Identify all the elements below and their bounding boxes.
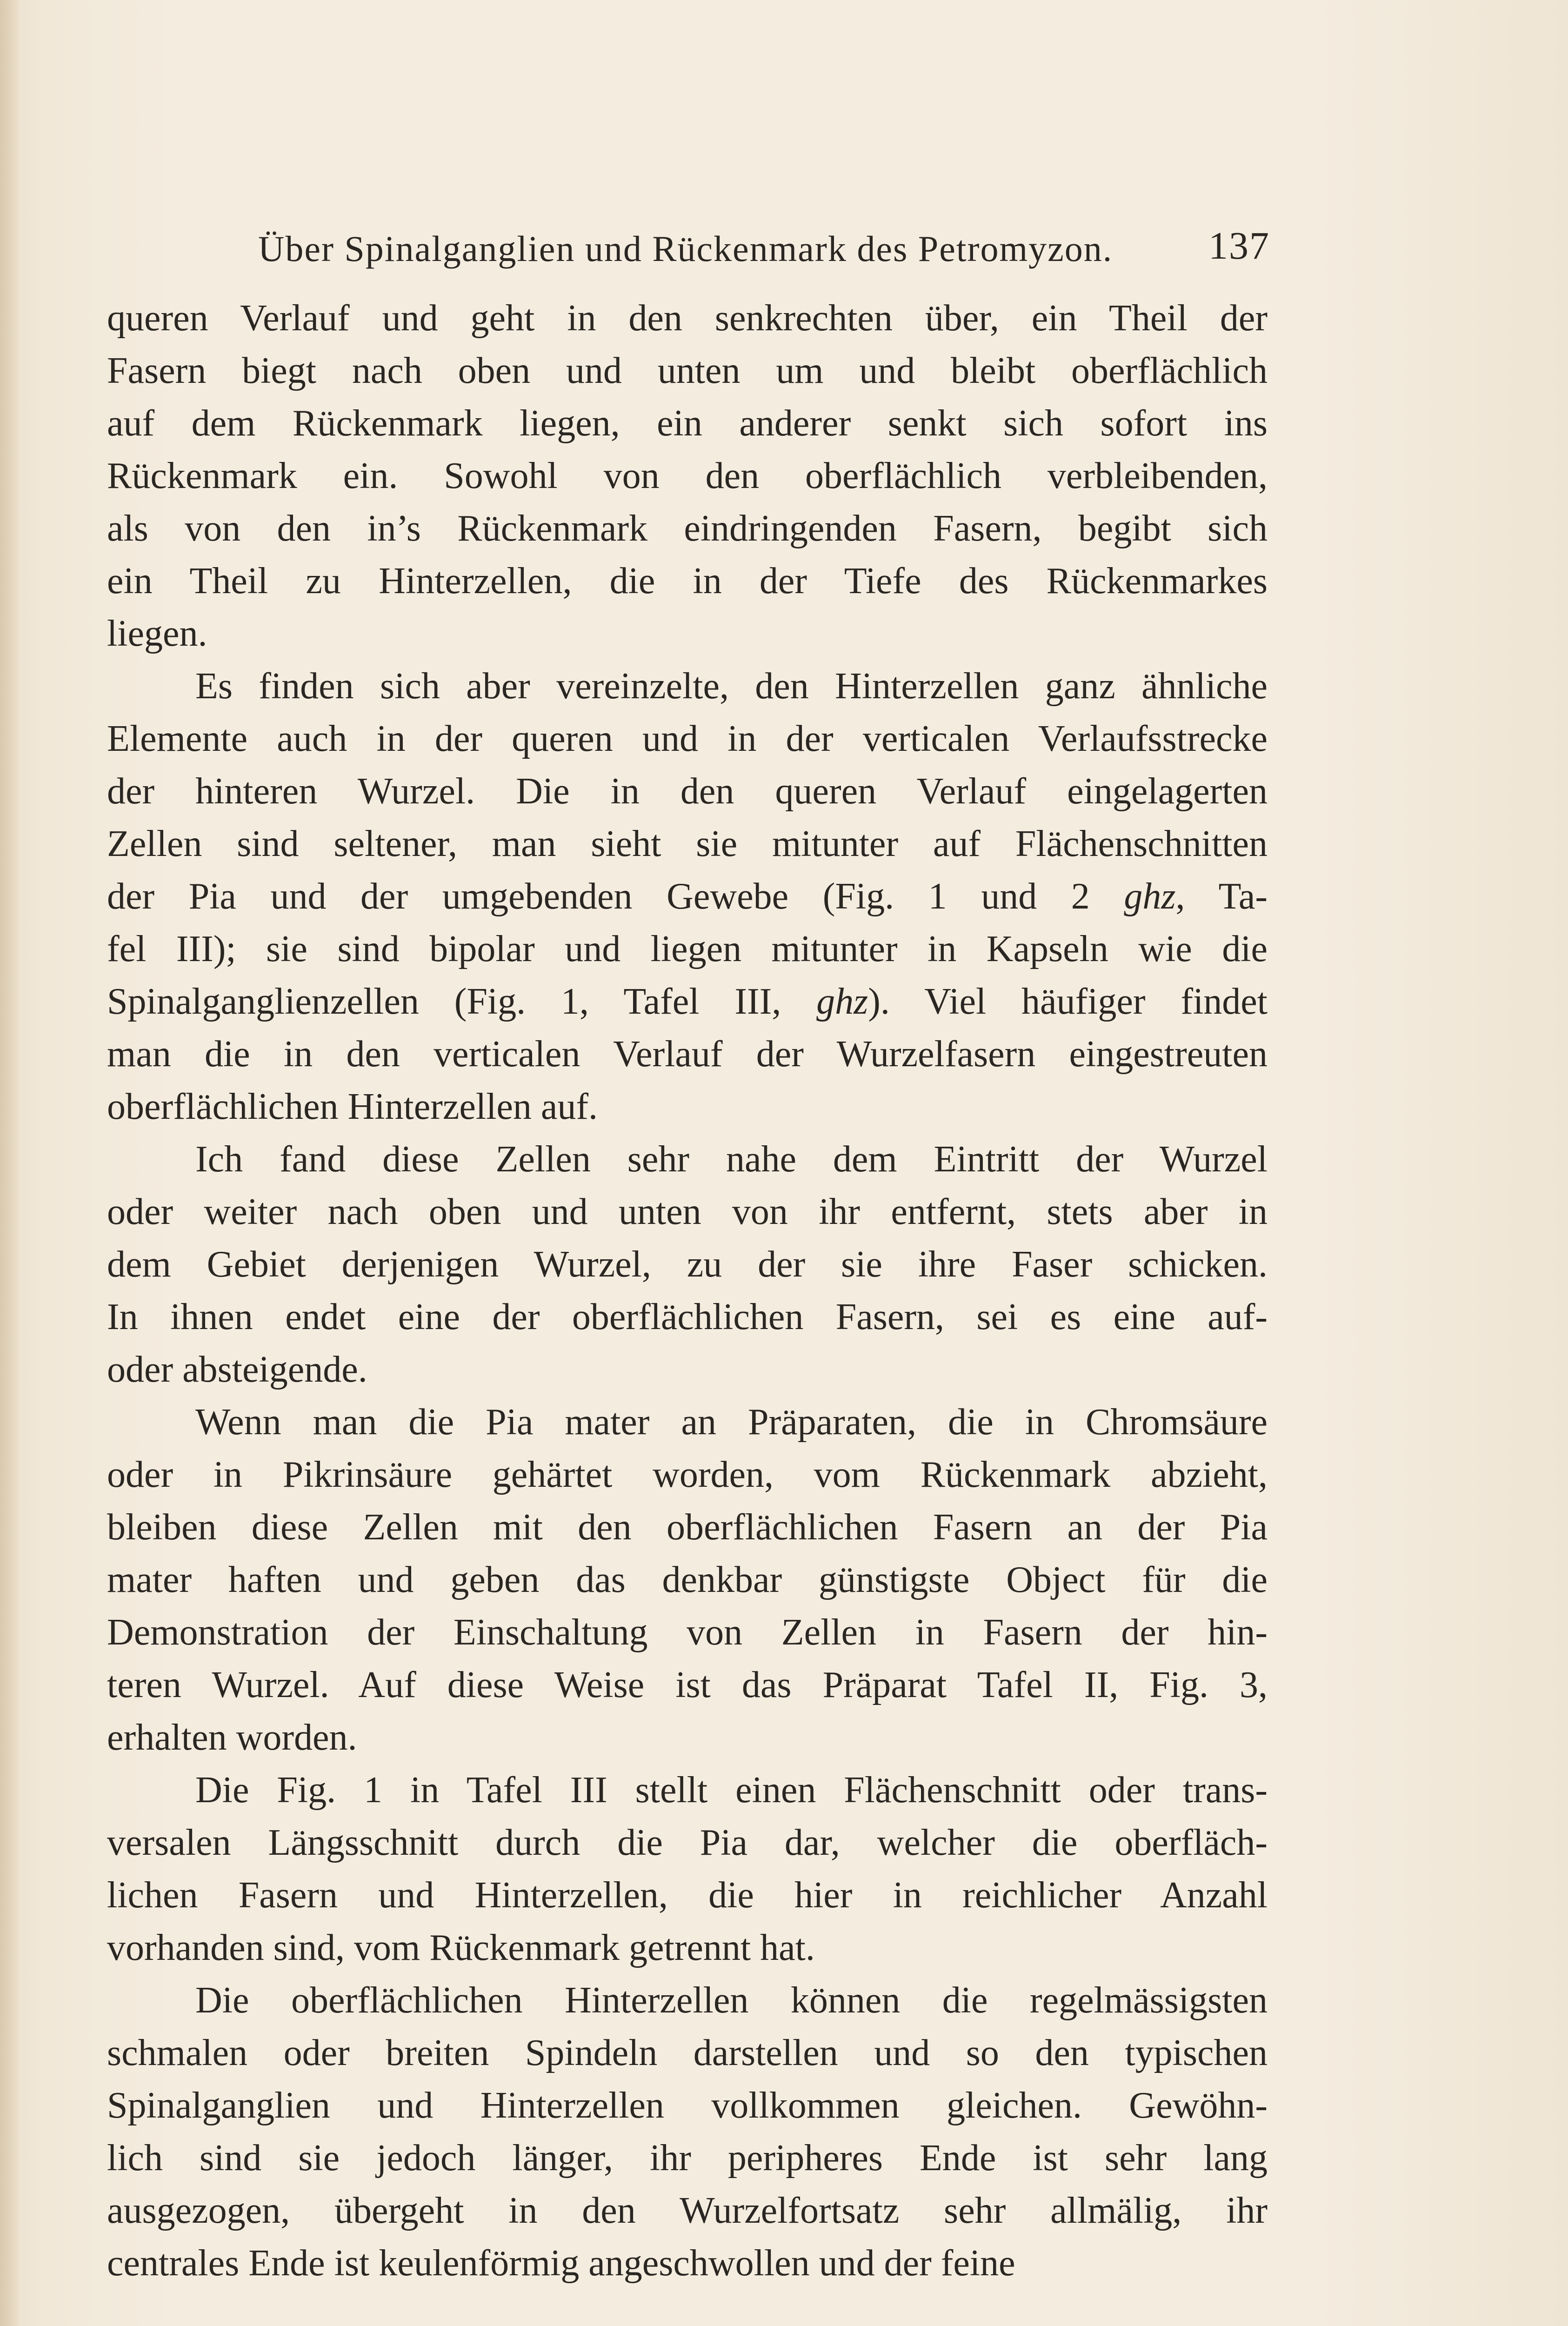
body-text <box>107 292 1268 2290</box>
text-line: Spinalganglien und Hinterzellen vollkommen gleichen. Gewöhn- <box>107 2085 1268 2126</box>
text-line: Spinalganglienzellen (Fig. 1, Tafel III, ghz). Viel häufiger findet <box>107 981 1268 1022</box>
text-line: vorhanden sind, vom Rückenmark getrennt hat. <box>107 1927 815 1968</box>
text-line: liegen. <box>107 613 207 654</box>
text-line: Demonstration der Einschaltung von Zellen in Fasern der hin- <box>107 1612 1268 1653</box>
text-line: der hinteren Wurzel. Die in den queren Verlauf eingelagerten <box>107 771 1268 812</box>
text-line: dem Gebiet derjenigen Wurzel, zu der sie ihre Faser schicken. <box>107 1244 1268 1285</box>
text-line: schmalen oder breiten Spindeln darstellen und so den typischen <box>107 2032 1268 2073</box>
text-line: oberflächlichen Hinterzellen auf. <box>107 1086 598 1127</box>
text-line: mater haften und geben das denkbar günstigste Object für die <box>107 1559 1268 1600</box>
text-line: der Pia und der umgebenden Gewebe (Fig. 1 und 2 ghz, Ta- <box>107 876 1268 917</box>
paragraph <box>107 1133 1268 1396</box>
text-line: erhalten worden. <box>107 1717 357 1758</box>
paragraph <box>107 1764 1268 1974</box>
text-line: bleiben diese Zellen mit den oberflächlichen Fasern an der Pia <box>107 1507 1268 1548</box>
text-line: Rückenmark ein. Sowohl von den oberflächlich verbleibenden, <box>107 455 1268 496</box>
text-line: queren Verlauf und geht in den senkrechten über, ein Theil der <box>107 298 1268 339</box>
text-line: oder in Pikrinsäure gehärtet worden, vom Rückenmark abzieht, <box>107 1454 1268 1495</box>
paragraph <box>107 1396 1268 1764</box>
figure-label: ghz <box>816 981 868 1022</box>
figure-label: ghz <box>1124 876 1176 917</box>
text-line: ausgezogen, übergeht in den Wurzelfortsatz sehr allmälig, ihr <box>107 2190 1268 2231</box>
text-line: Die Fig. 1 in Tafel III stellt einen Flächenschnitt oder trans- <box>195 1770 1268 1811</box>
text-line: teren Wurzel. Auf diese Weise ist das Präparat Tafel II, Fig. 3, <box>107 1664 1268 1705</box>
text-line: man die in den verticalen Verlauf der Wurzelfasern eingestreuten <box>107 1034 1268 1075</box>
text-line: Zellen sind seltener, man sieht sie mitunter auf Flächenschnitten <box>107 823 1268 864</box>
page-number: 137 <box>1208 224 1270 267</box>
text-line: lich sind sie jedoch länger, ihr peripheres Ende ist sehr lang <box>107 2138 1268 2179</box>
paragraph <box>107 1974 1268 2290</box>
text-line: In ihnen endet eine der oberflächlichen Fasern, sei es eine auf- <box>107 1297 1268 1337</box>
paragraph <box>107 660 1268 1133</box>
text-line: ein Theil zu Hinterzellen, die in der Tiefe des Rückenmarkes <box>107 561 1268 602</box>
text-line: Elemente auch in der queren und in der verticalen Verlaufsstrecke <box>107 718 1268 759</box>
running-head <box>107 219 1270 274</box>
text-line: auf dem Rückenmark liegen, ein anderer senkt sich sofort ins <box>107 403 1268 444</box>
text-line: oder weiter nach oben und unten von ihr entfernt, stets aber in <box>107 1191 1268 1232</box>
text-line: als von den in’s Rückenmark eindringenden Fasern, begibt sich <box>107 508 1268 549</box>
text-line: Wenn man die Pia mater an Präparaten, die in Chromsäure <box>195 1402 1268 1443</box>
running-head-title: Über Spinalganglien und Rückenmark des Petromyzon. <box>258 228 1113 269</box>
text-line: centrales Ende ist keulenförmig angeschwollen und der feine <box>107 2243 1015 2284</box>
page-binding-edge <box>0 0 19 2326</box>
text-line: Die oberflächlichen Hinterzellen können die regelmässigsten <box>195 1980 1268 2021</box>
text-line: fel III); sie sind bipolar und liegen mitunter in Kapseln wie die <box>107 929 1268 969</box>
text-line: Fasern biegt nach oben und unten um und bleibt oberflächlich <box>107 350 1268 391</box>
paragraph <box>107 292 1268 660</box>
text-line: lichen Fasern und Hinterzellen, die hier in reichlicher Anzahl <box>107 1875 1268 1916</box>
text-line: Es finden sich aber vereinzelte, den Hinterzellen ganz ähnliche <box>195 666 1268 707</box>
text-line: oder absteigende. <box>107 1349 367 1390</box>
text-line: Ich fand diese Zellen sehr nahe dem Eintritt der Wurzel <box>195 1139 1268 1180</box>
text-line: versalen Längsschnitt durch die Pia dar, welcher die oberfläch- <box>107 1822 1268 1863</box>
